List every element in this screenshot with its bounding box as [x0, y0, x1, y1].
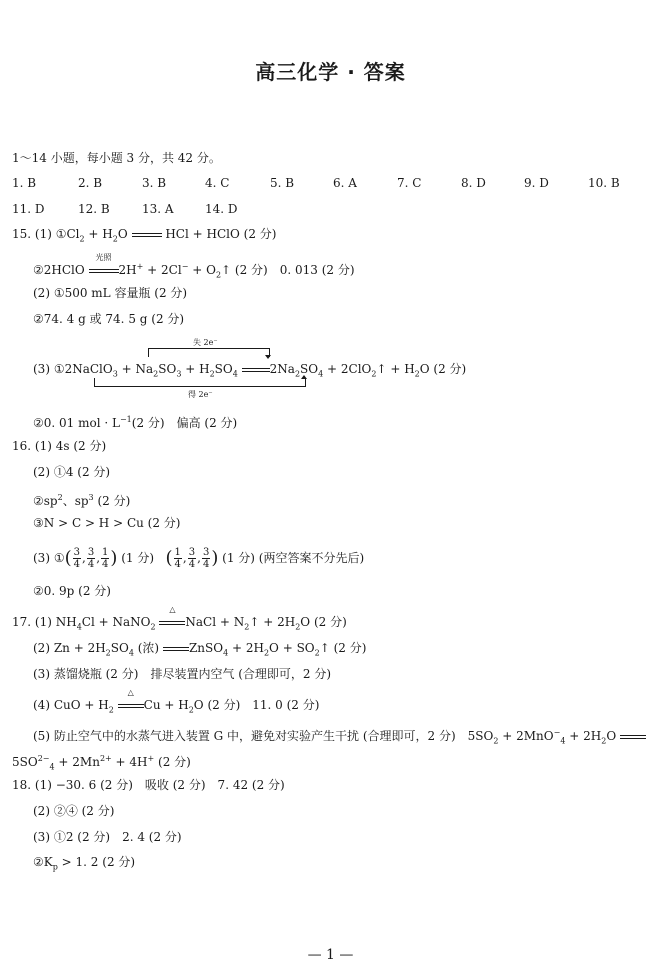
fraction: $\frac{1}{4}$ — [102, 547, 109, 570]
mc-answer-6: 6. A — [333, 176, 357, 190]
fraction: $\frac{3}{4}$ — [73, 547, 80, 570]
q17-line-4: (4) CuO + $H_2$ △ $Cu + H_2O$ (2 分) 11. 0 (2 分) — [33, 688, 320, 715]
page-number: — 1 — — [307, 947, 354, 963]
equals-sign — [163, 640, 189, 656]
q17-line-1: 17. (1) $NH_4Cl$ + NaNO$_2$ △ NaCl + $N_2↑ + 2H_2O$ (2 分) — [12, 605, 347, 632]
q17-line-2: (2) $Zn + 2H_2SO_4$ (浓) ZnSO$_4$ + $2H_2O$ + $SO_2↑$ (2 分) — [33, 641, 367, 658]
q16-line-3: $②sp^2$、$sp^3$ (2 分) — [33, 493, 131, 508]
q16-line-6: ②0. 9p (2 分) — [33, 584, 111, 598]
mc-answer-10: 10. B — [588, 176, 620, 190]
mc-intro: 1～14 小题，每小题 3 分，共 42 分。 — [12, 151, 221, 165]
mc-answer-3: 3. B — [142, 176, 167, 190]
q15-line-6: ②0. 01 mol · $L^{-1}(2$ 分) 偏高 (2 分) — [33, 415, 238, 430]
mc-answer-13: 13. A — [142, 202, 174, 216]
q17-line-6: $5SO^{2-}_4 + 2Mn^{2+} + 4H^+$ (2 分) — [12, 754, 191, 772]
mc-answer-1: 1. B — [12, 176, 37, 190]
q15-line-4: ②74. 4 g 或 74. 5 g (2 分) — [33, 312, 185, 326]
mc-answer-7: 7. C — [397, 176, 422, 190]
lose-electrons-label: 失 2e⁻ — [193, 338, 218, 347]
mc-answer-2: 2. B — [78, 176, 103, 190]
q16-line-2: (2) ①4 (2 分) — [33, 465, 111, 479]
mc-answer-11: 11. D — [12, 202, 45, 216]
mc-answer-12: 12. B — [78, 202, 110, 216]
fraction: $\frac{1}{4}$ — [174, 547, 181, 570]
q16-line-5: (3) ①( $\frac{3}{4}$ , $\frac{3}{4}$ , $\frac{1}{4}$ ) (1 分) ( $\frac{1}{4}$ , $\frac{3}{4}$ , $\frac{3}{4}$ ) (1 分) (两空答案不分先后) — [33, 547, 365, 570]
q17-line-3: (3) 蒸馏烧瓶 (2 分) 排尽装置内空气 (合理即可，2 分) — [33, 667, 332, 681]
mc-answer-5: 5. B — [270, 176, 295, 190]
q16-line-1: 16. (1) 4s (2 分) — [12, 439, 107, 453]
q18-line-3: (3) ①2 (2 分) 2. 4 (2 分) — [33, 830, 182, 844]
mc-answer-9: 9. D — [524, 176, 549, 190]
q18-line-2: (2) ②④ (2 分) — [33, 804, 115, 818]
q15-line-5: (3) ①2NaClO$_3$ + $Na_2SO_3 + H_2SO_4$ $2Na_2SO_4$ + 2ClO$_2$↑ + $H_2O$ (2 分) — [33, 362, 467, 379]
equals-sign-heat: △ — [118, 697, 144, 713]
mc-answer-4: 4. C — [205, 176, 230, 190]
q15-line-3: (2) ①500 mL 容量瓶 (2 分) — [33, 286, 188, 300]
q17-line-5: (5) 防止空气中的水蒸气进入装置 G 中，避免对实验产生干扰 (合理即可，2 分) $5SO_2 + 2MnO^-_4 + 2H_2O$ — [33, 725, 646, 749]
q16-line-4: ③N > C > H > Cu (2 分) — [33, 516, 181, 530]
q15-line-1: 15. (1) $①Cl_2 + H_2O$ HCl + HClO (2 分) — [12, 227, 277, 244]
mc-answer-14: 14. D — [205, 202, 238, 216]
q15-line-2: ②2HClO 光照 $2H^+ + 2Cl^- + O_2↑$ (2 分) 0. 013 (2 分) — [33, 253, 355, 280]
page-title: 高三化学 · 答案 — [255, 60, 406, 84]
q18-line-1: 18. (1) −30. 6 (2 分) 吸收 (2 分) 7. 42 (2 分) — [12, 778, 285, 792]
equals-sign — [242, 361, 270, 377]
mc-answer-8: 8. D — [461, 176, 486, 190]
equals-sign — [132, 226, 162, 242]
q18-line-4: $②K_p > 1$. 2 (2 分) — [33, 855, 136, 872]
fraction: $\frac{3}{4}$ — [202, 547, 210, 570]
fraction: $\frac{3}{4}$ — [87, 547, 95, 570]
gain-electrons-label: 得 2e⁻ — [188, 390, 213, 399]
fraction: $\frac{3}{4}$ — [188, 547, 196, 570]
equals-sign-heat: △ — [159, 614, 185, 630]
equals-sign — [620, 728, 646, 744]
equals-sign-light: 光照 — [89, 262, 119, 278]
